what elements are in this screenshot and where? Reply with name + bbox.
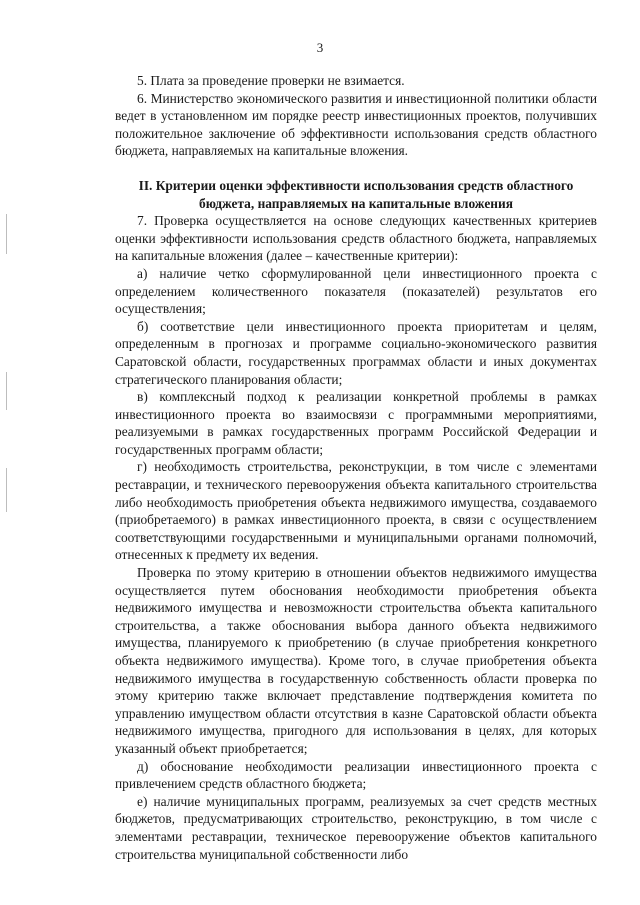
scan-mark xyxy=(6,372,7,410)
criterion-g-check: Проверка по этому критерию в отношении объектов недвижимого имущества осуществляется путем обоснования необходимости приобретения объекта недвижимого имущества и невозможности строительства объекта капитального строительства, а также обоснования выбора данного объекта недвижимого имущества, планируемого к приобретению (в случае приобретения конкретного объекта недвижимого имущества). Кроме того, в случае приобретения объекта недвижимого имущества в государственную собственность области проверка по этому критерию также включает представление подтверждения комитета по управлению имуществом области отсутствия в казне Саратовской области объекта недвижимого имущества, пригодного для использования в целях, для которых указанный объект приобретается; xyxy=(115,565,597,756)
criterion-a: а) наличие четко сформулированной цели инвестиционного проекта с определением количественного показателя (показателей) результатов его осуществления; xyxy=(115,265,597,317)
paragraph-6: 6. Министерство экономического развития и инвестиционной политики области ведет в установленном им порядке реестр инвестиционных проектов, получивших положительное заключение об эффективности использования средств областного бюджета, направляемых на капитальные вложения. xyxy=(115,90,597,159)
criterion-d: д) обоснование необходимости реализации инвестиционного проекта с привлечением средств областного бюджета; xyxy=(115,758,597,792)
page-number: 3 xyxy=(316,40,324,55)
paragraph-7: 7. Проверка осуществляется на основе следующих качественных критериев оценки эффективности использования средств областного бюджета, направляемых на капитальные вложения (далее – качественные критерии): xyxy=(115,213,597,264)
scan-mark xyxy=(6,468,7,512)
document-body xyxy=(115,72,597,863)
paragraph-5: 5. Плата за проведение проверки не взимается. xyxy=(137,73,405,88)
criterion-b: б) соответствие цели инвестиционного проекта приоритетам и целям, определенным в прогнозах и программе социально-экономического развития Саратовской области, государственных программах области и иных документах стратегического планирования области; xyxy=(115,318,597,387)
section-title: II. Критерии оценки эффективности использования средств областного бюджета, направляемых на капитальные вложения xyxy=(138,177,574,211)
scan-margin-marks xyxy=(6,0,10,905)
criterion-e: е) наличие муниципальных программ, реализуемых за счет средств местных бюджетов, предусматривающих строительство, реконструкцию, в том числе с элементами реставрации, техническое перевооружение объектов капитального строительства муниципальной собственности либо xyxy=(115,793,597,862)
scan-mark xyxy=(6,214,7,254)
criterion-v: в) комплексный подход к реализации конкретной проблемы в рамках инвестиционного проекта во взаимосвязи с программными мероприятиями, реализуемыми в рамках государственных программ Российской Федерации и государственных программ области; xyxy=(115,389,597,457)
criterion-g: г) необходимость строительства, реконструкции, в том числе с элементами реставрации, и технического перевооружения объекта капитального строительства либо необходимость приобретения объекта недвижимого имущества, создаваемого (приобретаемого) в рамках инвестиционного проекта, в связи с осуществлением соответствующими государственными и муниципальными органами полномочий, отнесенных к предмету их ведения. xyxy=(115,459,597,563)
